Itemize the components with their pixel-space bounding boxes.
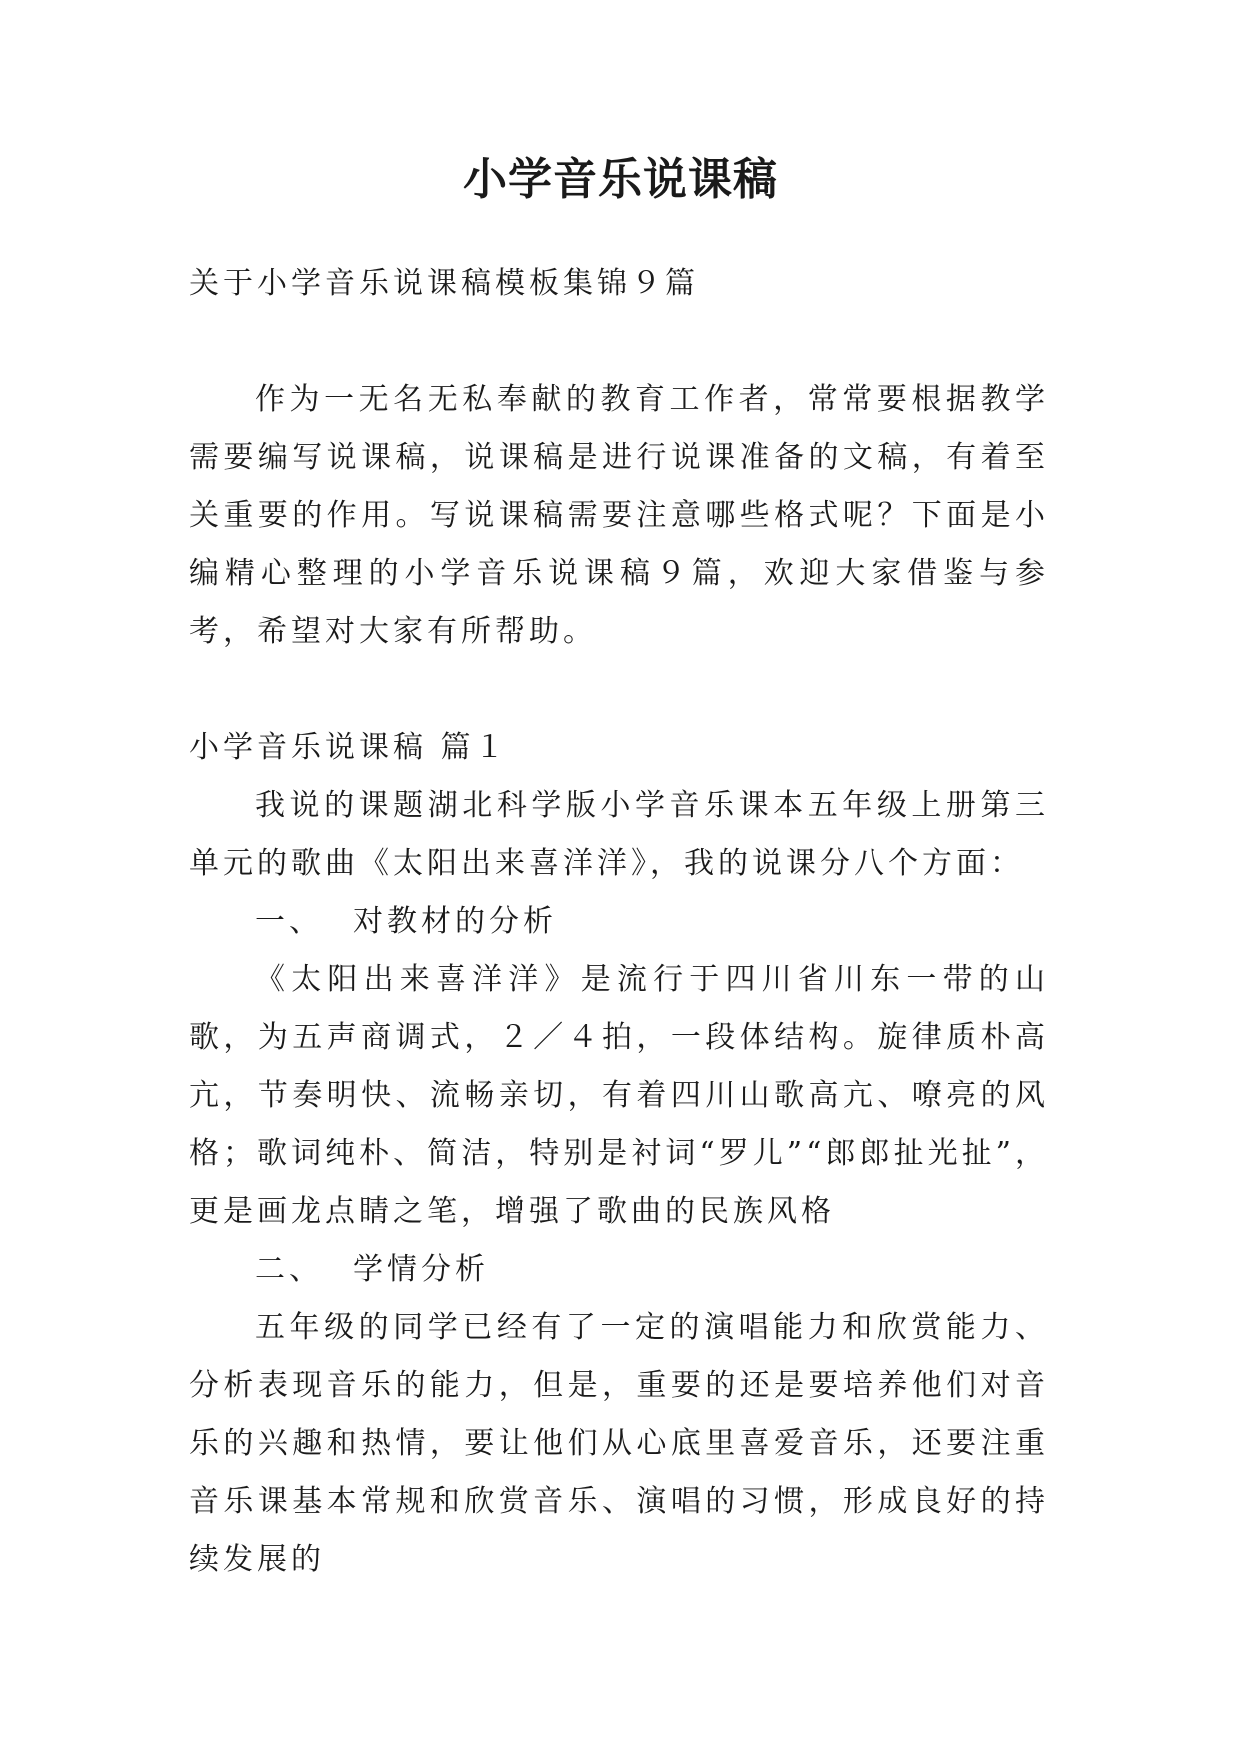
document-subtitle: 关于小学音乐说课稿模板集锦９篇 [189, 266, 699, 301]
section-heading: 小学音乐说课稿 篇１ [189, 730, 509, 765]
subsection-number: 二、 [255, 1252, 323, 1287]
subsection-heading [189, 893, 1049, 951]
intro-paragraph: 作为一无名无私奉献的教育工作者，常常要根据教学需要编写说课稿，说课稿是进行说课准备的文稿，有着至关重要的作用。写说课稿需要注意哪些格式呢？下面是小编精心整理的小学音乐说课稿９篇，欢迎大家借鉴与参考，希望对大家有所帮助。 [189, 382, 1049, 649]
page-title: 小学音乐说课稿 [463, 154, 778, 205]
subsection-heading [189, 1241, 1049, 1299]
section-paragraph: 我说的课题湖北科学版小学音乐课本五年级上册第三单元的歌曲《太阳出来喜洋洋》，我的说课分八个方面： [189, 788, 1049, 881]
subsection-title: 对教材的分析 [353, 904, 557, 939]
document-body [189, 255, 1049, 1589]
subsection-title: 学情分析 [353, 1252, 489, 1287]
section-paragraph: 《太阳出来喜洋洋》是流行于四川省川东一带的山歌，为五声商调式，２／４拍，一段体结构。旋律质朴高亢，节奏明快、流畅亲切，有着四川山歌高亢、嘹亮的风格；歌词纯朴、简洁，特别是衬词“罗儿”“郎郎扯光扯”，更是画龙点睛之笔，增强了歌曲的民族风格 [189, 962, 1049, 1229]
section-paragraph: 五年级的同学已经有了一定的演唱能力和欣赏能力、分析表现音乐的能力，但是，重要的还是要培养他们对音乐的兴趣和热情，要让他们从心底里喜爱音乐，还要注重音乐课基本常规和欣赏音乐、演唱的习惯，形成良好的持续发展的 [189, 1310, 1049, 1577]
subsection-number: 一、 [255, 904, 323, 939]
